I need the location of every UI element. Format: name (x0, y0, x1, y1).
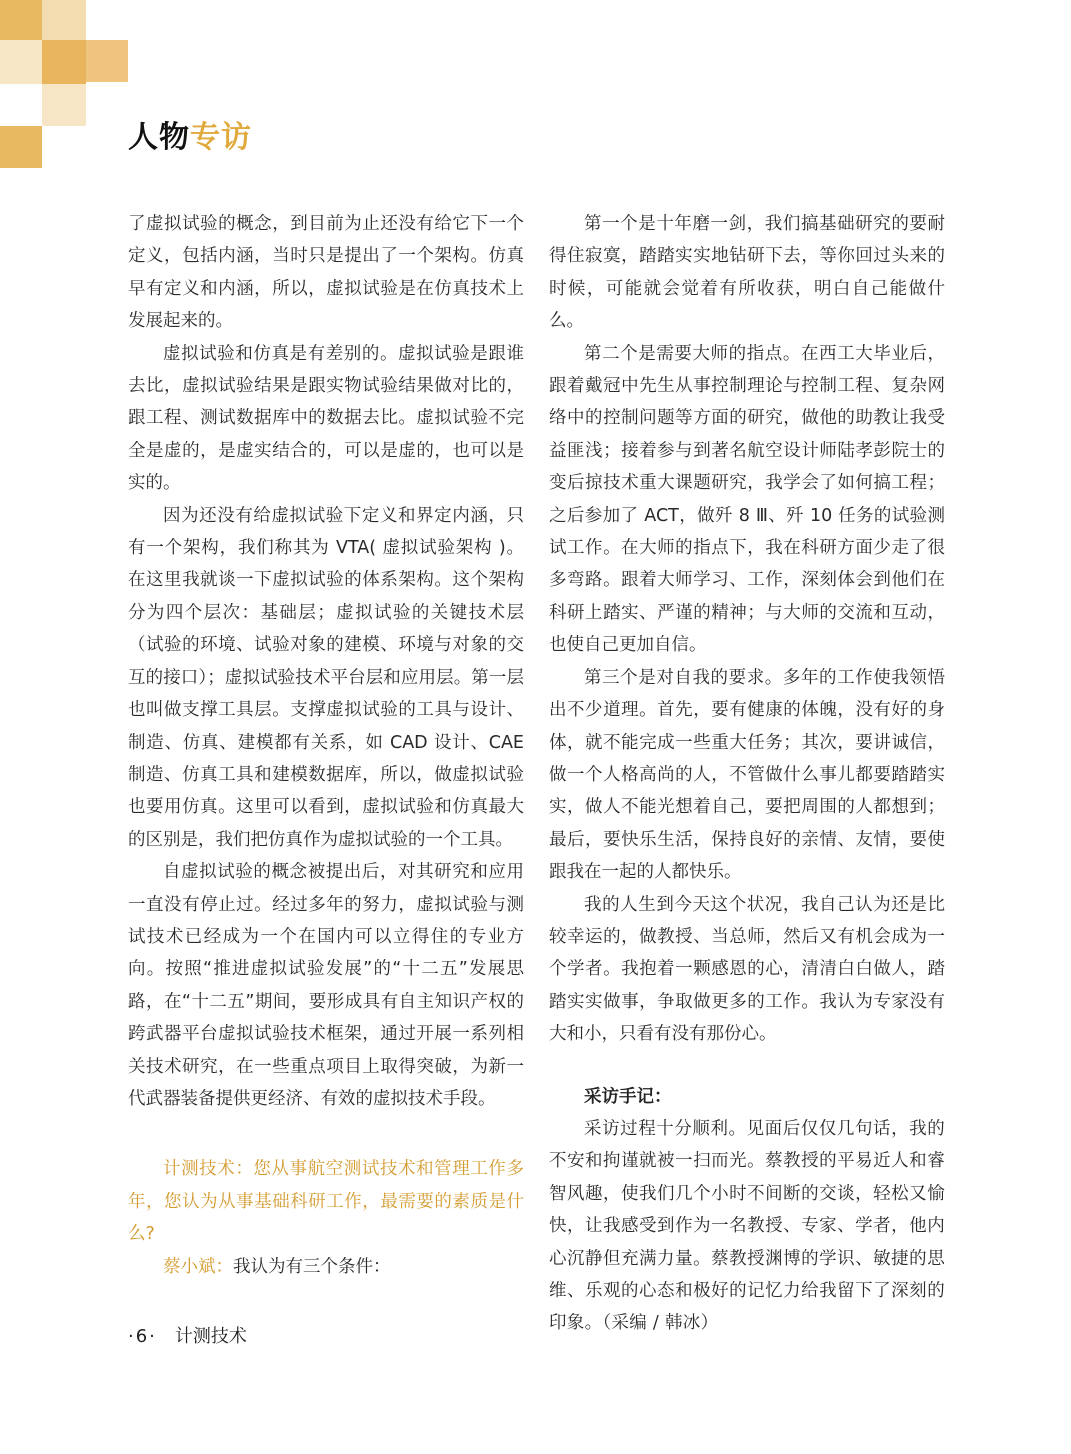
left-paragraph-4: 自虚拟试验的概念被提出后，对其研究和应用一直没有停止过。经过多年的努力，虚拟试验与测试技术已经成为一个在国内可以立得住的专业方向。按照“推进虚拟试验发展”的“十二五”发展思路，在“十二五”期间，要形成具有自主知识产权的跨武器平台虚拟试验技术框架，通过开展一系列相关技术研究，在一些重点项目上取得突破，为新一代武器装备提供更经济、有效的虚拟技术手段。 (128, 862, 524, 1109)
notes-body: 采访过程十分顺利。见面后仅仅几句话，我的不安和拘谨就被一扫而光。蔡教授的平易近人和睿智风趣，使我们几个小时不间断的交谈，轻松又愉快，让我感受到作为一名教授、专家、学者，他内心沉静但充满力量。蔡教授渊博的学识、敏捷的思维、乐观的心态和极好的记忆力给我留下了深刻的印象。（采编 / 韩冰） (549, 1118, 945, 1334)
corner-block-4 (42, 40, 86, 84)
journal-name: 计测技术 (174, 1326, 247, 1347)
section-title-part2: 专访 (190, 120, 252, 155)
right-paragraph-2: 第二个是需要大师的指点。在西工大毕业后，跟着戴冠中先生从事控制理论与控制工程、复杂网络中的控制问题等方面的研究，做他的助教让我受益匪浅；接着参与到著名航空设计师陆孝彭院士的变后掠技术重大课题研究，我学会了如何搞工程；之后参加了 ACT，做歼 8 Ⅲ、歼 10 任务的试验测试工作。在大师的指点下，我在科研方面少走了很多弯路。跟着大师学习、工作，深刻体会到他们在科研上踏实、严谨的精神；与大师的交流和互动，也使自己更加自信。 (549, 343, 945, 656)
corner-block-6 (42, 84, 86, 126)
interview-question: 计测技术：您从事航空测试技术和管理工作多年，您认为从事基础科研工作，最需要的素质是什么? (128, 1159, 524, 1245)
interview-answer (128, 1251, 524, 1283)
right-paragraph-1: 第一个是十年磨一剑，我们搞基础研究的要耐得住寂寞，踏踏实实地钻研下去，等你回过头来的时候，可能就会觉着有所收获，明白自己能做什么。 (549, 214, 945, 332)
corner-block-3 (0, 40, 42, 84)
notes-heading: 采访手记： (584, 1086, 672, 1107)
answer-speaker: 蔡小斌： (163, 1256, 233, 1277)
left-paragraph-2: 虚拟试验和仿真是有差别的。虚拟试验是跟谁去比，虚拟试验结果是跟实物试验结果做对比的，跟工程、测试数据库中的数据去比。虚拟试验不完全是虚的，是虚实结合的，可以是虚的，也可以是实的。 (128, 343, 524, 494)
right-column (549, 208, 945, 1340)
corner-block-5 (86, 40, 128, 82)
left-paragraph-3: 因为还没有给虚拟试验下定义和界定内涵，只有一个架构，我们称其为 VTA( 虚拟试验架构 )。在这里我就谈一下虚拟试验的体系架构。这个架构分为四个层次：基础层；虚拟试验的关键技术层（试验的环境、试验对象的建模、环境与对象的交互的接口）；虚拟试验技术平台层和应用层。第一层也叫做支撑工具层。支撑虚拟试验的工具与设计、制造、仿真、建模都有关系，如 CAD 设计、CAE 制造、仿真工具和建模数据库，所以，做虚拟试验也要用仿真。这里可以看到，虚拟试验和仿真最大的区别是，我们把仿真作为虚拟试验的一个工具。 (128, 505, 524, 850)
right-paragraph-4: 我的人生到今天这个状况，我自己认为还是比较幸运的，做教授、当总师，然后又有机会成为一个学者。我抱着一颗感恩的心，清清白白做人，踏踏实实做事，争取做更多的工作。我认为专家没有大和小，只看有没有那份心。 (549, 894, 945, 1045)
left-paragraph-1: 了虚拟试验的概念，到目前为止还没有给它下一个定义，包括内涵，当时只是提出了一个架构。仿真早有定义和内涵，所以，虚拟试验是在仿真技术上发展起来的。 (128, 214, 524, 332)
corner-block-7 (0, 126, 42, 168)
section-title (128, 112, 252, 156)
section-title-part1: 人物 (128, 120, 190, 155)
left-column (128, 208, 524, 1283)
spacer (549, 1051, 945, 1081)
corner-block-2 (42, 0, 86, 40)
page-footer (128, 1322, 247, 1348)
spacer (128, 1115, 524, 1153)
page-number: ·6· (128, 1326, 157, 1347)
corner-block-1 (0, 0, 42, 40)
right-paragraph-3: 第三个是对自我的要求。多年的工作使我领悟出不少道理。首先，要有健康的体魄，没有好的身体，就不能完成一些重大任务；其次，要讲诚信，做一个人格高尚的人，不管做什么事儿都要踏踏实实，做人不能光想着自己，要把周围的人都想到；最后，要快乐生活，保持良好的亲情、友情，要使跟我在一起的人都快乐。 (549, 667, 945, 883)
answer-text: 我认为有三个条件： (233, 1256, 391, 1277)
